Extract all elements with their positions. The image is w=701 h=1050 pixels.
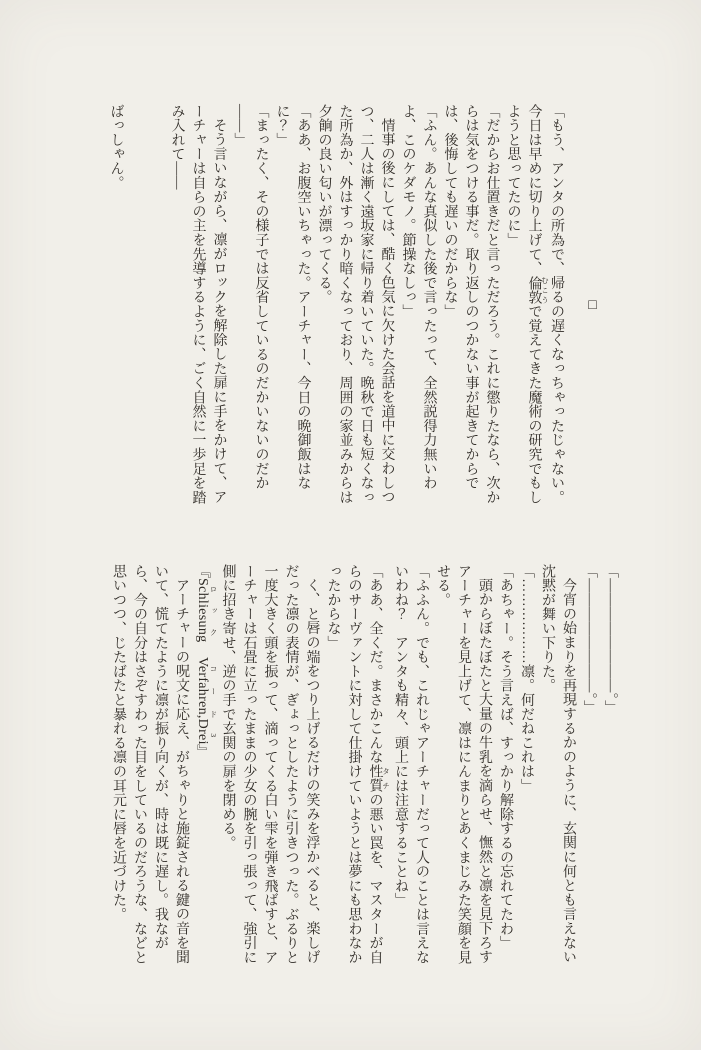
narration-line: そう言いながら、凛がロックを解除した扉に手をかけて、アーチャーは自らの主を先導するように、ごく自然に一歩足を踏み入れて――	[169, 104, 227, 505]
dialogue-line: 「あちゃー。そう言えば、すっかり解除するの忘れてたわ」	[498, 564, 513, 951]
dialogue-line: 「ふん。あんな真似した後で言ったって、全然説得力無いわよ、このケダモノ。節操なしっ」	[400, 104, 437, 491]
spell-incantation-line: 『Schliesung ロック Verfahren,Drei コード3』	[195, 564, 218, 760]
dialogue-line: 「ああ、お腹空いちゃった。アーチャー、今日の晩御飯はなに？」	[274, 104, 311, 491]
narration-line: く、と唇の端をつり上げるだけの笑みを浮かべると、楽しげだった凛の表情が、ぎょっとしたように引きつった。ぶるりと一度大きく頭を振って、滴ってくる白い雫を弾き飛ばすと、アーチャーは石畳に立ったままの少女の腕を引っ張って、強引に側に招き寄せ、逆の手で玄関の扉を閉める。	[220, 564, 320, 965]
narration-line: 頭からぼたぼたと大量の牛乳を滴らせ、憮然と凛を見下ろすアーチャーを見上げて、凛はにんまりとあくまじみた笑顔を見せる。	[435, 564, 492, 965]
narration-line: 今宵の始まりを再現するかのように、玄関に何とも言えない沈黙が舞い下りた。	[540, 564, 576, 965]
ruby-term: 倫敦 むこう	[526, 275, 550, 305]
dialogue-line: 「まったく、その様子では反省しているのだかいないのだか――」	[232, 104, 269, 491]
narration-line: 情事の後にしては、酷く色気に欠けた会話を道中に交わしつつ、二人は漸く遠坂家に帰り着いていた。晩秋で日も短くなった所為か、外はすっかり暗くなっており、周囲の家並みからは夕餉の良い匂いが漂ってくる。	[316, 104, 395, 505]
dialogue-line: 「ふふん。でも、これじゃアーチャーだって人のことは言えないわね？ アンタも精々、頭上には注意することね」	[393, 564, 429, 965]
dialogue-line: 「――――――――。」	[582, 564, 597, 715]
ruby-term: Verfahren,Drei コード3	[195, 657, 218, 745]
column-spacer	[147, 104, 167, 508]
dialogue-line: 「――――――――。」	[603, 564, 618, 715]
dialogue-line: 「だからお仕置きだと言っただろう。これに懲りたなら、次からは気をつける事だ。取り返しのつかない事が起きてからでは、後悔しても遅いのだからな」	[442, 104, 500, 505]
dialogue-line: 「もう、アンタの所為で、帰るの遅くなっちゃったじゃない。今日は早めに切り上げて、倫敦 むこうで覚えてきた魔術の研究でもしようと思ってたのに」	[505, 104, 564, 505]
top-text-block	[106, 104, 604, 508]
ruby-term: Schliesung ロック	[195, 578, 218, 643]
dialogue-line: 「ああ、全くだ。まさかこんな性質 タチの悪い罠を、マスターが自らのサーヴァントに対して仕掛けていようとは夢にも思わなかったからな」	[325, 564, 391, 965]
ruby-term: 性質 タチ	[367, 764, 391, 793]
dialogue-line: 「………………凛。何だねこれは」	[519, 564, 534, 793]
sound-effect-line: ばっしゃん。	[108, 104, 124, 190]
section-divider-square: □	[585, 298, 600, 314]
bottom-text-block	[108, 564, 621, 966]
column-spacer	[127, 104, 147, 508]
narration-line: アーチャーの呪文に応え、がちゃりと施錠される鍵の音を聞いて、慌てたように凛が振り向くが、時は既に遅し。我ながら、今の自分はさぞすわった目をしているのだろうな、などと思いつつ、じたばたと暴れる凛の耳元に唇を近づけた。	[111, 564, 189, 965]
